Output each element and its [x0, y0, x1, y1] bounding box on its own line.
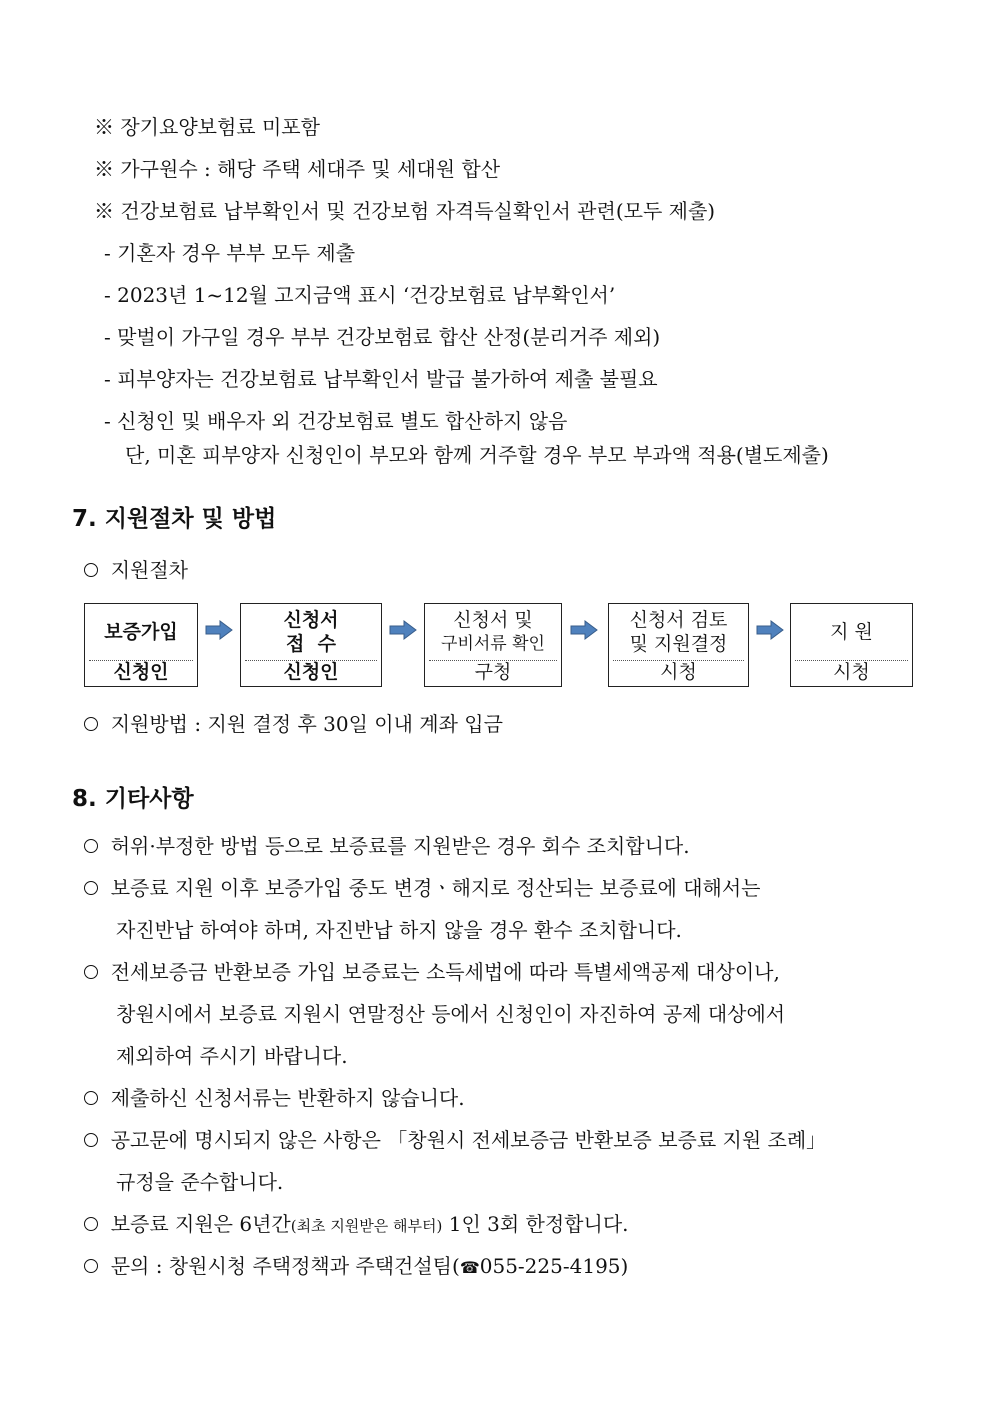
step-actor: 신청인 [113, 661, 169, 683]
inquiry-phone: 055-225-4195) [479, 1254, 629, 1278]
circle-bullet-icon [84, 839, 98, 853]
step-review-decision [608, 603, 749, 687]
step-document-check [424, 603, 562, 687]
item-inquiry [84, 1252, 628, 1282]
step-guarantee-join [84, 603, 198, 687]
method-line [84, 710, 503, 738]
step-top-line-2: 및 지원결정 [629, 633, 728, 655]
circle-bullet-icon [84, 1133, 98, 1147]
flow-arrow-icon [389, 620, 417, 640]
note-household: ※ 가구원수 : 해당 주택 세대주 및 세대원 합산 [94, 157, 501, 181]
step-top-line-2: 구비서류 확인 [441, 634, 545, 654]
step-application-receipt [240, 603, 382, 687]
bullet-dual-income: - 맞벌이 가구일 경우 부부 건강보험료 합산 산정(분리거주 제외) [104, 325, 661, 349]
telephone-icon: ☎ [459, 1258, 480, 1277]
item-text-cont: 규정을 준수합니다. [116, 1170, 284, 1194]
bullet-2023: - 2023년 1~12월 고지금액 표시 ‘건강보험료 납부확인서’ [104, 283, 616, 307]
item-text-cont: 창원시에서 보증료 지원시 연말정산 등에서 신청인이 자진하여 공제 대상에서 [116, 1002, 786, 1026]
item-tax [84, 958, 780, 986]
procedure-heading [84, 556, 188, 584]
item-fraud [84, 832, 690, 860]
bullet-spouse: - 신청인 및 배우자 외 건강보험료 별도 합산하지 않음 [104, 409, 568, 433]
item-text: 보증료 지원은 6년간 [110, 1212, 291, 1236]
item-text: 허위·부정한 방법 등으로 보증료를 지원받은 경우 회수 조치합니다. [110, 834, 690, 858]
section7-title: 7. 지원절차 및 방법 [72, 506, 277, 532]
circle-bullet-icon [84, 563, 98, 577]
item-text-cont: 자진반납 하여야 하며, 자진반납 하지 않을 경우 환수 조치합니다. [116, 918, 682, 942]
step-actor: 신청인 [283, 661, 339, 683]
step-top-line: 보증가입 [104, 621, 178, 643]
item-period [84, 1210, 629, 1240]
circle-bullet-icon [84, 1091, 98, 1105]
step-support [790, 603, 913, 687]
item-refund [84, 874, 761, 902]
step-top-line: 지 원 [830, 621, 873, 643]
step-top-line-2: 접 수 [286, 633, 336, 655]
flow-arrow-icon [570, 620, 598, 640]
item-text: 제출하신 신청서류는 반환하지 않습니다. [110, 1086, 465, 1110]
procedure-label: 지원절차 [110, 558, 188, 582]
step-actor: 구청 [474, 661, 512, 683]
item-text: 전세보증금 반환보증 가입 보증료는 소득세법에 따라 특별세액공제 대상이나, [110, 960, 780, 984]
step-top-line: 신청서 [283, 609, 339, 631]
note-health-insurance: ※ 건강보험료 납부확인서 및 건강보험 자격득실확인서 관련(모두 제출) [94, 199, 716, 223]
section8-title: 8. 기타사항 [72, 786, 194, 812]
circle-bullet-icon [84, 717, 98, 731]
inquiry-text: 문의 : 창원시청 주택정책과 주택건설팀( [110, 1254, 460, 1278]
flow-arrow-icon [756, 620, 784, 640]
step-actor: 시청 [833, 661, 870, 683]
item-text: 1인 3회 한정합니다. [448, 1212, 629, 1236]
bullet-married: - 기혼자 경우 부부 모두 제출 [104, 241, 356, 265]
circle-bullet-icon [84, 965, 98, 979]
circle-bullet-icon [84, 881, 98, 895]
item-documents [84, 1084, 465, 1112]
bullet-dependent: - 피부양자는 건강보험료 납부확인서 발급 불가하여 제출 불필요 [104, 367, 658, 391]
item-ordinance [84, 1126, 826, 1154]
circle-bullet-icon [84, 1217, 98, 1231]
note-ltc-insurance: ※ 장기요양보험료 미포함 [94, 115, 320, 139]
step-top-line: 신청서 및 [453, 609, 533, 631]
flow-arrow-icon [205, 620, 233, 640]
item-text-cont: 제외하여 주시기 바랍니다. [116, 1044, 348, 1068]
step-actor: 시청 [660, 661, 697, 683]
item-text-small: (최초 지원받은 해부터) [290, 1217, 443, 1235]
step-top-line: 신청서 검토 [629, 609, 728, 631]
item-text: 보증료 지원 이후 보증가입 중도 변경ㆍ해지로 정산되는 보증료에 대해서는 [110, 876, 761, 900]
item-text: 공고문에 명시되지 않은 사항은 「창원시 전세보증금 반환보증 보증료 지원 조례」 [110, 1128, 827, 1152]
method-text: 지원방법 : 지원 결정 후 30일 이내 계좌 입금 [110, 712, 503, 736]
circle-bullet-icon [84, 1259, 98, 1273]
bullet-continuation: 단, 미혼 피부양자 신청인이 부모와 함께 거주할 경우 부모 부과액 적용(별도제출) [125, 443, 829, 467]
